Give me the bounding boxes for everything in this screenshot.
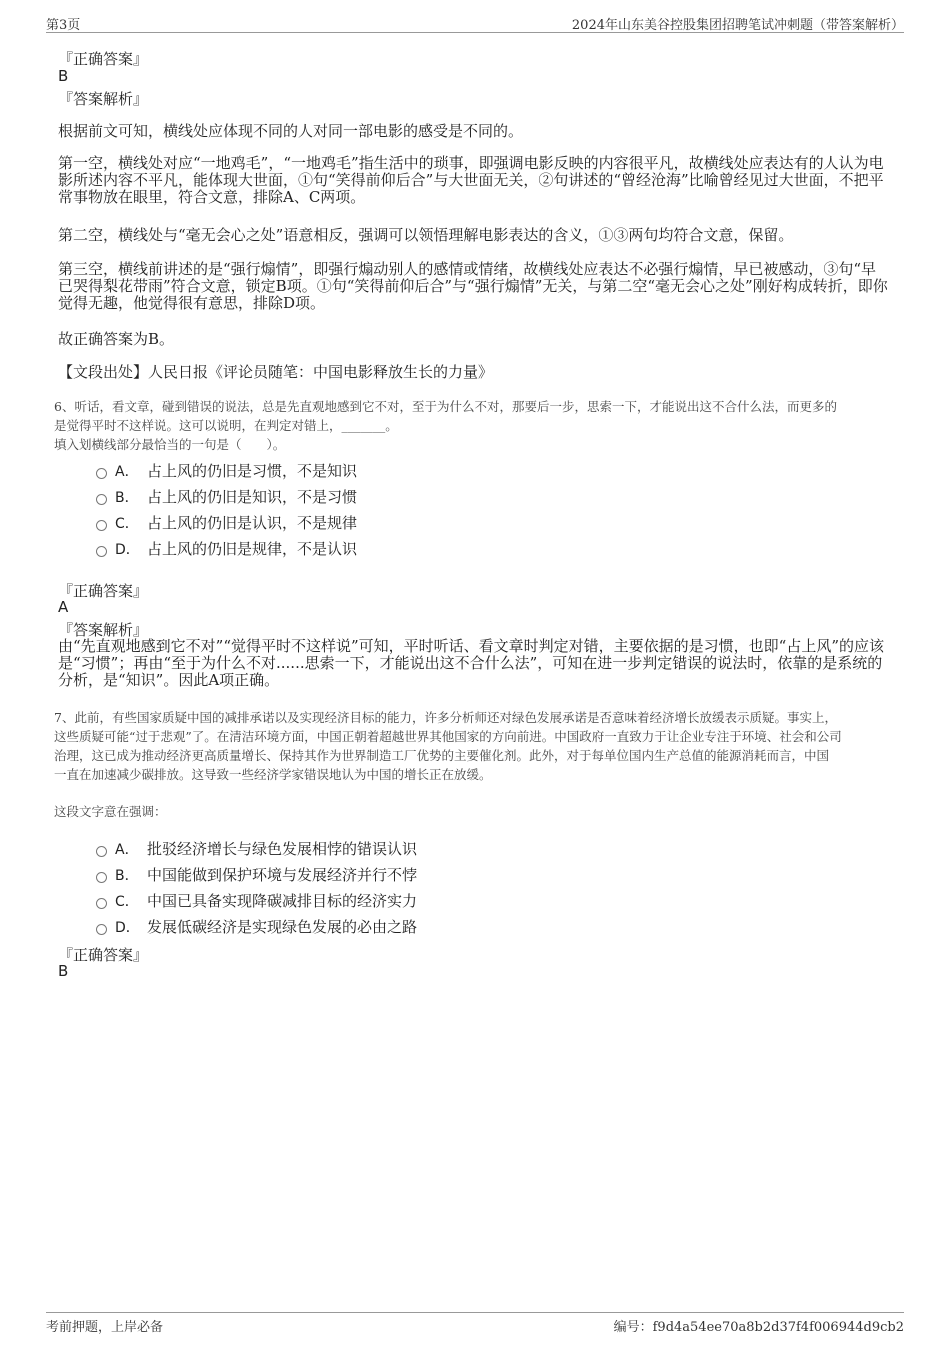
option-d[interactable]: D． 发展低碳经济是实现绿色发展的必由之路 xyxy=(96,916,417,938)
analysis-paragraph: 第一空，横线处对应“一地鸡毛”，“一地鸡毛”指生活中的琐事，即强调电影反映的内容很平凡，故横线处应表达有的人认为电 影所述内容不平凡，能体现大世面，①句“笑得前仰后合”与大世面无关，②句讲述的“曾经沧海”比喻曾经见过大世面，不把平 常事物放在眼里，符合文意，排除A、C两项。 xyxy=(58,154,884,206)
document-title: 2024年山东美谷控股集团招聘笔试冲刺题（带答案解析） xyxy=(571,18,904,33)
option-c[interactable]: C． 中国已具备实现降碳减排目标的经济实力 xyxy=(96,890,417,912)
option-a[interactable]: A． 占上风的仍旧是习惯，不是知识 xyxy=(96,460,357,482)
document-id: 编号：f9d4a54ee70a8b2d37f4f006944d9cb2 xyxy=(613,1320,904,1335)
footer-slogan: 考前押题，上岸必备 xyxy=(46,1320,164,1335)
question-prompt: 这段文字意在强调： xyxy=(54,804,167,819)
radio-icon[interactable] xyxy=(96,520,107,531)
option-a[interactable]: A． 批驳经济增长与绿色发展相悖的错误认识 xyxy=(96,838,417,860)
analysis-paragraph: 根据前文可知，横线处应体现不同的人对同一部电影的感受是不同的。 xyxy=(58,122,524,140)
option-d[interactable]: D． 占上风的仍旧是规律，不是认识 xyxy=(96,538,357,560)
conclusion-text: 故正确答案为B。 xyxy=(58,330,175,348)
radio-icon[interactable] xyxy=(96,924,107,935)
radio-icon[interactable] xyxy=(96,468,107,479)
analysis-label: 『答案解析』 xyxy=(58,621,149,639)
radio-icon[interactable] xyxy=(96,494,107,505)
answer-label: 『正确答案』 xyxy=(58,946,149,964)
analysis-label: 『答案解析』 xyxy=(58,90,149,108)
option-c[interactable]: C． 占上风的仍旧是认识，不是规律 xyxy=(96,512,357,534)
answer-value: A xyxy=(58,598,69,616)
radio-icon[interactable] xyxy=(96,872,107,883)
question-stem: 6、听话，看文章，碰到错误的说法，总是先直观地感到它不对，至于为什么不对，那要后一步，思索一下，才能说出这不合什么法，而更多的 是觉得平时不这样说。这可以说明，在判定对错上，_______。 填入划横线部分最恰当的一句是（ ）。 xyxy=(54,399,837,452)
source-citation: 【文段出处】人民日报《评论员随笔：中国电影释放生长的力量》 xyxy=(58,363,494,381)
radio-icon[interactable] xyxy=(96,546,107,557)
analysis-paragraph: 由“先直观地感到它不对”“觉得平时不这样说”可知，平时听话、看文章时判定对错，主要依据的是习惯，也即“占上风”的应该 是“习惯”；再由“至于为什么不对......思索一下，才能说出这不合什么法”，可知在进一步判定错误的说法时，依靠的是系统的 分析，是“知识”。因此A项正确。 xyxy=(58,637,885,689)
radio-icon[interactable] xyxy=(96,846,107,857)
question-stem: 7、此前，有些国家质疑中国的减排承诺以及实现经济目标的能力，许多分析师还对绿色发展承诺是否意味着经济增长放缓表示质疑。事实上， 这些质疑可能“过于悲观”了。在清洁环境方面，中国正朝着超越世界其他国家的方向前进。中国政府一直致力于让企业专注于环境、社会和公司 治理，这已成为推动经济更高质量增长、保持其作为世界制造工厂优势的主要催化剂。此外，对于每单位国内生产总值的能源消耗而言，中国 一直在加速减少碳排放。这导致一些经济学家错误地认为中国的增长正在放缓。 xyxy=(54,710,842,782)
radio-icon[interactable] xyxy=(96,898,107,909)
answer-value: B xyxy=(58,67,69,85)
answer-label: 『正确答案』 xyxy=(58,50,149,68)
page-footer xyxy=(46,1312,904,1335)
option-b[interactable]: B． 中国能做到保护环境与发展经济并行不悖 xyxy=(96,864,417,886)
page-header xyxy=(46,14,904,33)
page-number: 第3页 xyxy=(46,18,81,33)
answer-label: 『正确答案』 xyxy=(58,582,149,600)
analysis-paragraph: 第三空，横线前讲述的是“强行煽情”，即强行煽动别人的感情或情绪，故横线处应表达不必强行煽情，早已被感动，③句“早 已哭得梨花带雨”符合文意，锁定B项。①句“笑得前仰后合”与“强行煽情”无关，与第二空“毫无会心之处”刚好构成转折，即你 觉得无趣，他觉得很有意思，排除D项。 xyxy=(58,260,888,312)
option-b[interactable]: B． 占上风的仍旧是知识，不是习惯 xyxy=(96,486,357,508)
analysis-paragraph: 第二空，横线处与“毫无会心之处”语意相反，强调可以领悟理解电影表达的含义，①③两句均符合文意，保留。 xyxy=(58,226,794,244)
answer-value: B xyxy=(58,962,69,980)
